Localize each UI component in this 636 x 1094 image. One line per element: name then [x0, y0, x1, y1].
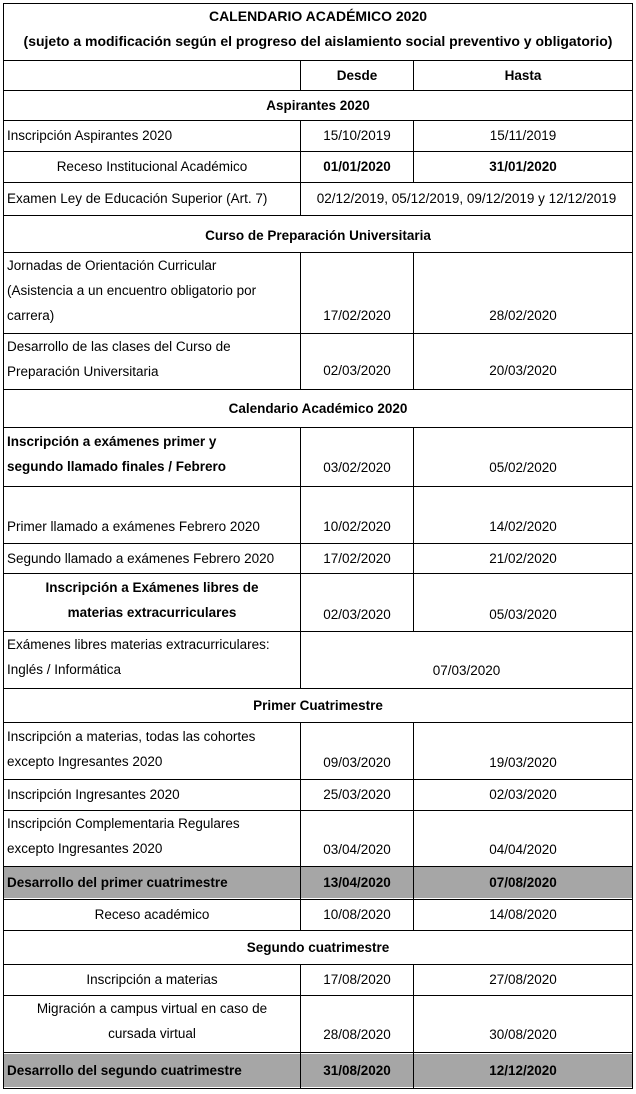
page-title: CALENDARIO ACADÉMICO 2020 — [208, 8, 428, 24]
date-to-cell: 07/08/2020 — [489, 875, 557, 890]
activity-cell: Examen Ley de Educación Superior (Art. 7) — [7, 191, 268, 206]
grid-line — [3, 120, 633, 121]
date-to-cell: 14/08/2020 — [489, 907, 557, 922]
activity-cell — [4, 632, 300, 686]
grid-line — [300, 120, 301, 216]
date-to-cell: 02/03/2020 — [489, 787, 557, 802]
activity-cell — [4, 724, 300, 778]
grid-line — [3, 543, 633, 544]
activity-line: Inscripción Complementaria Regulares — [7, 816, 240, 831]
grid-line — [3, 215, 633, 216]
activity-line: excepto Ingresantes 2020 — [7, 841, 163, 856]
grid-line — [3, 486, 633, 487]
date-to-cell: 21/02/2020 — [489, 550, 557, 566]
grid-line — [3, 722, 633, 723]
date-to-cell: 30/08/2020 — [489, 1027, 557, 1042]
date-from-cell: 17/02/2020 — [323, 550, 391, 566]
grid-line — [300, 252, 301, 390]
date-to-cell: 31/01/2020 — [489, 159, 557, 174]
activity-line: (Asistencia a un encuentro obligatorio por — [7, 283, 257, 298]
grid-line — [3, 688, 633, 689]
section-header-preparacion: Curso de Preparación Universitaria — [205, 227, 431, 243]
date-from-cell: 02/03/2020 — [323, 363, 391, 378]
activity-line: materias extracurriculares — [67, 605, 237, 620]
grid-line — [3, 1052, 633, 1053]
activity-cell: Segundo llamado a exámenes Febrero 2020 — [7, 550, 275, 566]
date-from-cell: 09/03/2020 — [323, 755, 391, 770]
grid-line — [3, 995, 633, 996]
section-header-aspirantes: Aspirantes 2020 — [266, 97, 370, 113]
grid-line — [3, 899, 633, 900]
date-span-cell: 07/03/2020 — [432, 663, 501, 678]
grid-line — [300, 722, 301, 931]
grid-line — [3, 810, 633, 811]
grid-line — [3, 90, 633, 91]
grid-line — [413, 60, 414, 91]
activity-cell: Inscripción a materias — [86, 972, 218, 987]
grid-line — [413, 964, 414, 1089]
date-from-cell: 01/01/2020 — [323, 159, 391, 174]
date-from-cell: 17/02/2020 — [323, 308, 391, 323]
activity-cell: Desarrollo del segundo cuatrimestre — [7, 1063, 242, 1078]
date-from-cell: 25/03/2020 — [323, 787, 391, 802]
grid-line — [3, 3, 4, 1089]
activity-cell — [4, 996, 300, 1050]
activity-cell: Inscripción Aspirantes 2020 — [7, 128, 173, 143]
date-from-cell: 03/04/2020 — [323, 842, 391, 857]
activity-cell — [4, 429, 300, 483]
grid-line — [632, 3, 633, 1089]
date-to-cell: 04/04/2020 — [489, 842, 557, 857]
grid-line — [3, 60, 633, 61]
activity-cell: Desarrollo del primer cuatrimestre — [7, 875, 228, 890]
activity-line: Desarrollo de las clases del Curso de — [7, 339, 231, 354]
date-span-cell: 02/12/2019, 05/12/2019, 09/12/2019 y 12/12/2019 — [316, 191, 617, 206]
activity-line: excepto Ingresantes 2020 — [7, 754, 163, 769]
date-from-cell: 28/08/2020 — [323, 1027, 391, 1042]
section-header-primer: Primer Cuatrimestre — [253, 697, 383, 713]
activity-line: Inscripción a exámenes primer y — [7, 434, 217, 449]
page-subtitle: (sujeto a modificación según el progreso del aislamiento social preventivo y obligatorio) — [23, 33, 613, 49]
activity-line: cursada virtual — [108, 1026, 196, 1041]
grid-line — [3, 1088, 633, 1089]
grid-line — [3, 930, 633, 931]
grid-line — [300, 427, 301, 689]
date-from-cell: 10/08/2020 — [323, 907, 391, 922]
activity-cell — [4, 575, 300, 630]
activity-line: Inscripción a Exámenes libres de — [45, 580, 259, 595]
activity-line: Migración a campus virtual en caso de — [36, 1001, 268, 1016]
date-to-cell: 27/08/2020 — [489, 972, 557, 987]
section-header-academico: Calendario Académico 2020 — [228, 400, 408, 416]
grid-line — [3, 964, 633, 965]
date-from-cell: 15/10/2019 — [323, 128, 391, 143]
column-header-to: Hasta — [504, 68, 542, 83]
date-from-cell: 31/08/2020 — [323, 1063, 391, 1078]
activity-line: Jornadas de Orientación Curricular — [7, 258, 217, 273]
date-from-cell: 03/02/2020 — [323, 460, 391, 475]
section-header-segundo: Segundo cuatrimestre — [246, 939, 390, 955]
activity-cell: Inscripción Ingresantes 2020 — [7, 787, 180, 802]
grid-line — [3, 333, 633, 334]
date-to-cell: 28/02/2020 — [489, 308, 557, 323]
activity-line: segundo llamado finales / Febrero — [7, 459, 227, 474]
grid-line — [3, 573, 633, 574]
grid-line — [413, 252, 414, 390]
date-to-cell: 15/11/2019 — [489, 128, 557, 143]
activity-line: Preparación Universitaria — [7, 364, 159, 379]
activity-line: Inglés / Informática — [7, 662, 122, 677]
activity-line: carrera) — [7, 308, 55, 323]
grid-line — [3, 151, 633, 152]
date-from-cell: 13/04/2020 — [323, 875, 391, 890]
grid-line — [3, 631, 633, 632]
date-to-cell: 19/03/2020 — [489, 755, 557, 770]
activity-line: Exámenes libres materias extracurriculares: — [7, 637, 270, 652]
grid-line — [3, 427, 633, 428]
date-to-cell: 20/03/2020 — [489, 363, 557, 378]
date-to-cell: 12/12/2020 — [489, 1063, 557, 1078]
grid-line — [3, 3, 633, 4]
date-to-cell: 05/02/2020 — [489, 460, 557, 475]
column-header-from: Desde — [336, 68, 378, 83]
date-from-cell: 10/02/2020 — [323, 519, 391, 534]
grid-line — [3, 389, 633, 390]
grid-line — [3, 779, 633, 780]
grid-line — [413, 120, 414, 183]
grid-line — [300, 964, 301, 1089]
grid-line — [300, 60, 301, 91]
date-to-cell: 14/02/2020 — [489, 519, 557, 534]
date-to-cell: 05/03/2020 — [489, 607, 557, 622]
date-from-cell: 02/03/2020 — [323, 607, 391, 622]
activity-cell — [4, 253, 300, 331]
date-from-cell: 17/08/2020 — [323, 972, 391, 987]
activity-cell — [4, 334, 300, 386]
activity-line: Inscripción a materias, todas las cohortes — [7, 729, 256, 744]
activity-cell: Primer llamado a exámenes Febrero 2020 — [7, 519, 260, 534]
grid-line — [413, 722, 414, 931]
activity-cell: Receso académico — [94, 907, 210, 922]
grid-line — [3, 252, 633, 253]
activity-cell — [4, 811, 300, 865]
activity-cell: Receso Institucional Académico — [56, 159, 248, 174]
grid-line — [3, 182, 633, 183]
grid-line — [3, 866, 633, 867]
grid-line — [413, 427, 414, 632]
